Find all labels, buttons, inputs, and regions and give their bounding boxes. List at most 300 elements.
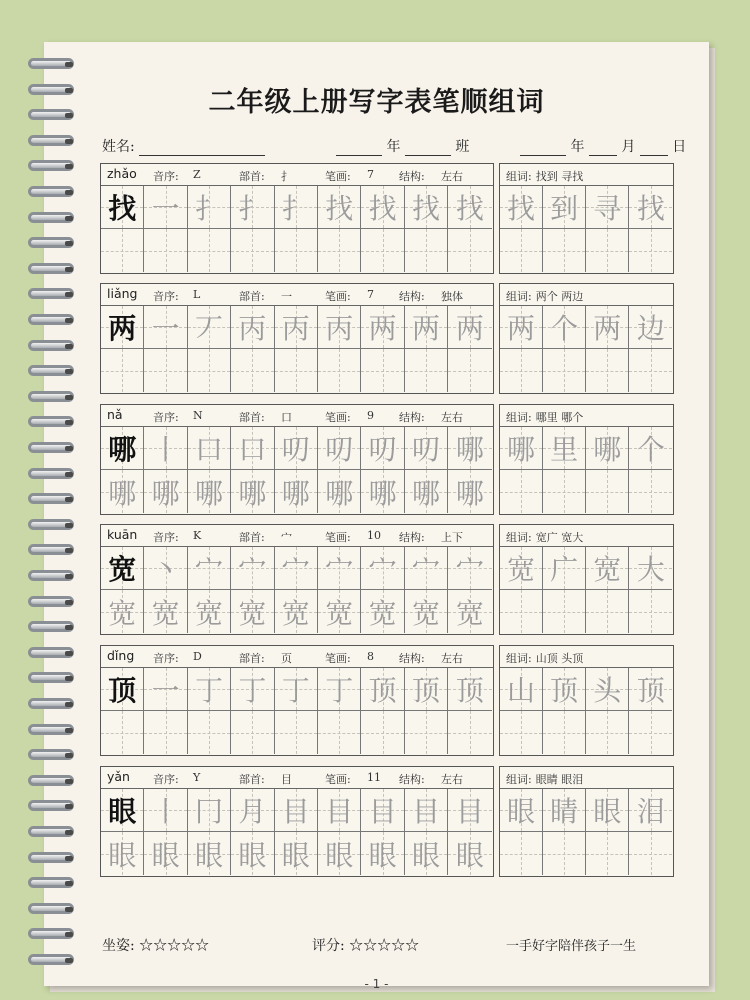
tian-grid-cell[interactable] — [275, 668, 318, 711]
word-grid-cell[interactable] — [543, 427, 586, 470]
tian-grid-cell[interactable] — [275, 229, 318, 272]
stroke-character — [318, 349, 360, 392]
word-grid-cell[interactable] — [543, 547, 586, 590]
grade-class-field[interactable] — [336, 136, 469, 156]
word-character: 两 — [507, 312, 536, 345]
tian-grid-cell[interactable] — [361, 349, 404, 392]
tian-grid-cell[interactable] — [188, 349, 231, 392]
word-character: 个 — [636, 433, 665, 466]
tian-grid-cell[interactable] — [144, 711, 187, 754]
word-grid-cell[interactable] — [586, 711, 629, 754]
tian-grid-cell[interactable] — [361, 668, 404, 711]
stroke-character: 叨 — [281, 433, 310, 466]
tian-grid-cell[interactable] — [188, 306, 231, 349]
stroke-character: 宀 — [194, 553, 223, 586]
word-grid-cell[interactable] — [500, 349, 543, 392]
tian-grid-cell[interactable] — [361, 306, 404, 349]
word-grid-cell[interactable] — [586, 590, 629, 633]
spiral-ring — [28, 135, 74, 146]
tian-grid-cell[interactable] — [101, 186, 144, 229]
word-panel — [499, 163, 674, 274]
word-grid-cell[interactable] — [500, 427, 543, 470]
words-label: 组词: — [506, 290, 532, 303]
tian-grid-cell[interactable] — [405, 306, 448, 349]
tian-grid-cell[interactable] — [448, 186, 491, 229]
date-field[interactable] — [520, 136, 686, 156]
words-value: 宽广 宽大 — [535, 531, 584, 544]
tian-grid-cell[interactable] — [101, 349, 144, 392]
tian-grid-cell[interactable] — [101, 668, 144, 711]
stroke-character: 口 — [238, 433, 267, 466]
word-grid-cell[interactable] — [500, 186, 543, 229]
radical-value: 页 — [281, 652, 292, 665]
tian-grid-cell[interactable] — [101, 229, 144, 272]
tian-grid-cell[interactable] — [188, 229, 231, 272]
tian-grid-cell[interactable] — [144, 470, 187, 513]
radical-label: 部首: — [239, 773, 265, 786]
tian-grid-cell[interactable] — [448, 470, 491, 513]
stroke-character: 找 — [455, 192, 484, 225]
tian-grid-cell[interactable] — [361, 229, 404, 272]
tian-grid-cell[interactable] — [231, 186, 274, 229]
tian-grid-cell[interactable] — [405, 229, 448, 272]
tian-grid-cell[interactable] — [231, 711, 274, 754]
name-label: 姓名: — [102, 139, 135, 155]
tian-grid-cell[interactable] — [448, 349, 491, 392]
character-info-header — [101, 767, 493, 789]
stroke-character — [405, 711, 447, 754]
character-info-header — [101, 405, 493, 427]
stroke-character — [231, 349, 273, 392]
strokes-label: 笔画: — [325, 773, 351, 786]
tian-grid-cell[interactable] — [318, 186, 361, 229]
words-value: 找到 寻找 — [535, 170, 584, 183]
posture-rating[interactable]: 坐姿: ☆☆☆☆☆ — [102, 938, 210, 954]
tian-grid-cell[interactable] — [318, 349, 361, 392]
word-grid-cell[interactable] — [629, 711, 672, 754]
word-panel — [499, 766, 674, 877]
tian-grid-cell[interactable] — [275, 306, 318, 349]
class-label: 班 — [455, 139, 470, 155]
tian-grid-cell[interactable] — [231, 470, 274, 513]
main-character: 宽 — [108, 553, 137, 586]
word-grid-cell[interactable] — [500, 668, 543, 711]
tian-grid-cell[interactable] — [448, 711, 491, 754]
word-grid-cell[interactable] — [543, 349, 586, 392]
tian-grid-cell[interactable] — [405, 668, 448, 711]
tian-grid-cell[interactable] — [275, 832, 318, 875]
character-info-header — [101, 646, 493, 668]
tian-grid-cell[interactable] — [188, 668, 231, 711]
word-character: 哪 — [593, 433, 622, 466]
tian-grid-cell[interactable] — [144, 306, 187, 349]
word-grid-cell[interactable] — [586, 427, 629, 470]
tian-grid-cell[interactable] — [101, 832, 144, 875]
word-character: 眼 — [593, 795, 622, 828]
word-character: 大 — [636, 553, 665, 586]
tian-grid-cell[interactable] — [318, 547, 361, 590]
stroke-character — [231, 229, 273, 272]
word-grid-cell[interactable] — [543, 789, 586, 832]
stroke-character: 宀 — [238, 553, 267, 586]
stroke-character: 丁 — [325, 674, 354, 707]
stroke-character — [188, 229, 230, 272]
tian-grid-cell[interactable] — [318, 470, 361, 513]
tian-grid-cell[interactable] — [188, 470, 231, 513]
word-grid-cell[interactable] — [586, 668, 629, 711]
tian-grid-cell[interactable] — [405, 590, 448, 633]
stroke-character: 宀 — [281, 553, 310, 586]
stroke-character: 宀 — [411, 553, 440, 586]
strokes-value: 10 — [367, 529, 381, 542]
word-grid-cell[interactable] — [543, 229, 586, 272]
tian-grid-cell[interactable] — [231, 306, 274, 349]
word-grid-cell[interactable] — [629, 306, 672, 349]
tian-grid-cell[interactable] — [275, 349, 318, 392]
spiral-ring — [28, 698, 74, 709]
word-grid-cell[interactable] — [586, 547, 629, 590]
name-input-line[interactable] — [139, 142, 265, 156]
tian-grid-cell[interactable] — [318, 832, 361, 875]
word-grid-cell[interactable] — [586, 470, 629, 513]
tian-grid-cell[interactable] — [231, 832, 274, 875]
tian-grid-cell[interactable] — [231, 427, 274, 470]
word-character: 两 — [593, 312, 622, 345]
stroke-character: 目 — [455, 795, 484, 828]
word-grid-cell[interactable] — [629, 427, 672, 470]
word-grid — [500, 547, 673, 634]
stroke-character — [361, 349, 403, 392]
stroke-order-panel — [100, 766, 494, 877]
tian-grid-cell[interactable] — [144, 427, 187, 470]
tian-grid-cell[interactable] — [188, 590, 231, 633]
tian-grid-cell[interactable] — [144, 668, 187, 711]
month-label: 月 — [621, 139, 636, 155]
word-grid-cell[interactable] — [629, 590, 672, 633]
stroke-character — [448, 711, 491, 754]
tian-grid-cell[interactable] — [405, 832, 448, 875]
word-grid-cell[interactable] — [586, 832, 629, 875]
character-info-header — [101, 525, 493, 547]
class-input-line[interactable] — [405, 142, 451, 156]
tian-grid-cell[interactable] — [318, 711, 361, 754]
tian-grid-cell[interactable] — [231, 590, 274, 633]
tian-grid-cell[interactable] — [275, 186, 318, 229]
tian-grid-cell[interactable] — [318, 229, 361, 272]
tian-grid-cell[interactable] — [318, 306, 361, 349]
tian-grid-cell[interactable] — [361, 789, 404, 832]
stroke-character: 丨 — [151, 433, 180, 466]
radical-label: 部首: — [239, 290, 265, 303]
stroke-character: 找 — [411, 192, 440, 225]
page-title: 二年级上册写字表笔顺组词 — [208, 87, 545, 118]
tian-grid-cell[interactable] — [101, 547, 144, 590]
year-label: 年 — [570, 139, 585, 155]
word-grid-cell[interactable] — [500, 711, 543, 754]
tian-grid-cell[interactable] — [318, 668, 361, 711]
tian-grid-cell[interactable] — [318, 590, 361, 633]
word-grid-cell[interactable] — [500, 590, 543, 633]
tian-grid-cell[interactable] — [448, 668, 491, 711]
stroke-character — [318, 229, 360, 272]
tian-grid-cell[interactable] — [405, 470, 448, 513]
stroke-character: 丙 — [238, 312, 267, 345]
tian-grid-cell[interactable] — [448, 789, 491, 832]
structure-label: 结构: — [399, 290, 425, 303]
stroke-character — [275, 711, 317, 754]
tian-grid-cell[interactable] — [144, 789, 187, 832]
tian-grid-cell[interactable] — [101, 470, 144, 513]
tian-grid-cell[interactable] — [231, 789, 274, 832]
tian-grid-cell[interactable] — [275, 711, 318, 754]
stroke-character: 丙 — [325, 312, 354, 345]
stroke-character: 月 — [238, 795, 267, 828]
word-grid-cell[interactable] — [629, 349, 672, 392]
tian-grid-cell[interactable] — [188, 186, 231, 229]
tian-grid-cell[interactable] — [144, 547, 187, 590]
spiral-ring — [28, 826, 74, 837]
spiral-ring — [28, 724, 74, 735]
tian-grid-cell[interactable] — [144, 832, 187, 875]
pinyin-label: yǎn — [107, 769, 130, 784]
word-grid-cell[interactable] — [586, 186, 629, 229]
word-grid-cell[interactable] — [543, 306, 586, 349]
stroke-character: 哪 — [151, 476, 180, 510]
tian-grid-cell[interactable] — [448, 547, 491, 590]
stroke-character — [448, 349, 491, 392]
radical-value: 口 — [281, 411, 292, 424]
stroke-character: 眼 — [238, 838, 267, 872]
structure-label: 结构: — [399, 411, 425, 424]
stroke-character: 目 — [368, 795, 397, 828]
word-grid-cell[interactable] — [543, 832, 586, 875]
tian-grid-cell[interactable] — [188, 547, 231, 590]
order-label: 音序: — [153, 773, 179, 786]
stroke-character: 两 — [455, 312, 484, 345]
word-grid-cell[interactable] — [500, 306, 543, 349]
tian-grid-cell[interactable] — [405, 186, 448, 229]
tian-grid-cell[interactable] — [361, 427, 404, 470]
tian-grid-cell[interactable] — [101, 789, 144, 832]
tian-grid-cell[interactable] — [275, 590, 318, 633]
word-grid-cell[interactable] — [586, 349, 629, 392]
tian-grid-cell[interactable] — [275, 547, 318, 590]
spiral-ring — [28, 800, 74, 811]
tian-grid-cell[interactable] — [275, 470, 318, 513]
tian-grid-cell[interactable] — [231, 668, 274, 711]
spiral-ring — [28, 263, 74, 274]
word-grid-cell[interactable] — [629, 832, 672, 875]
day-input-line[interactable] — [640, 142, 668, 156]
stroke-character: 冂 — [194, 795, 223, 828]
stroke-character: 扌 — [281, 192, 310, 225]
tian-grid-cell[interactable] — [405, 547, 448, 590]
tian-grid-cell[interactable] — [361, 711, 404, 754]
spiral-ring — [28, 570, 74, 581]
stroke-character: 一 — [151, 674, 180, 707]
word-header — [500, 405, 673, 427]
writing-grid — [101, 789, 493, 876]
word-grid-cell[interactable] — [500, 229, 543, 272]
stroke-character: 哪 — [455, 476, 484, 510]
tian-grid-cell[interactable] — [101, 711, 144, 754]
tian-grid-cell[interactable] — [231, 349, 274, 392]
spiral-ring — [28, 416, 74, 427]
word-grid-cell[interactable] — [629, 186, 672, 229]
tian-grid-cell[interactable] — [275, 427, 318, 470]
strokes-label: 笔画: — [325, 411, 351, 424]
radical-value: 一 — [281, 290, 292, 303]
strokes-value: 9 — [367, 409, 374, 422]
stroke-character: 哪 — [281, 476, 310, 510]
word-character: 找 — [636, 192, 665, 225]
stroke-character: 顶 — [455, 674, 484, 707]
tian-grid-cell[interactable] — [188, 832, 231, 875]
spiral-ring — [28, 954, 74, 965]
stroke-character: 找 — [325, 192, 354, 225]
stroke-character: 丁 — [238, 674, 267, 707]
strokes-value: 7 — [367, 168, 374, 181]
tian-grid-cell[interactable] — [188, 789, 231, 832]
stroke-order-panel — [100, 283, 494, 394]
spiral-ring — [28, 647, 74, 658]
month-input-line[interactable] — [589, 142, 617, 156]
grade-input-line[interactable] — [336, 142, 382, 156]
tian-grid-cell[interactable] — [361, 590, 404, 633]
word-character: 泪 — [636, 795, 665, 828]
order-value: Y — [193, 771, 201, 784]
word-character: 到 — [550, 192, 579, 225]
tian-grid-cell[interactable] — [101, 590, 144, 633]
name-field[interactable] — [102, 136, 265, 156]
word-grid — [500, 427, 673, 514]
pinyin-label: liǎng — [107, 286, 138, 301]
word-grid-cell[interactable] — [543, 470, 586, 513]
spiral-ring — [28, 544, 74, 555]
word-grid-cell[interactable] — [543, 590, 586, 633]
main-character: 顶 — [108, 674, 137, 707]
word-grid-cell[interactable] — [500, 470, 543, 513]
spiral-ring — [28, 109, 74, 120]
score-rating[interactable]: 评分: ☆☆☆☆☆ — [312, 938, 420, 954]
tian-grid-cell[interactable] — [448, 590, 491, 633]
tian-grid-cell[interactable] — [361, 186, 404, 229]
tian-grid-cell[interactable] — [144, 186, 187, 229]
word-grid-cell[interactable] — [586, 306, 629, 349]
stroke-character: 顶 — [411, 674, 440, 707]
word-grid-cell[interactable] — [586, 229, 629, 272]
word-character: 睛 — [550, 795, 579, 828]
pinyin-label: kuān — [107, 527, 138, 542]
stroke-character: 宽 — [455, 596, 484, 630]
word-grid-cell[interactable] — [586, 789, 629, 832]
spiral-ring — [28, 186, 74, 197]
word-grid-cell[interactable] — [500, 832, 543, 875]
word-grid-cell[interactable] — [500, 547, 543, 590]
tian-grid-cell[interactable] — [231, 547, 274, 590]
word-grid-cell[interactable] — [500, 789, 543, 832]
word-grid-cell[interactable] — [543, 711, 586, 754]
tian-grid-cell[interactable] — [448, 832, 491, 875]
word-grid-cell[interactable] — [629, 229, 672, 272]
radical-value: 目 — [281, 773, 292, 786]
stroke-character — [361, 229, 403, 272]
radical-label: 部首: — [239, 531, 265, 544]
tian-grid-cell[interactable] — [405, 427, 448, 470]
tian-grid-cell[interactable] — [448, 229, 491, 272]
tian-grid-cell[interactable] — [231, 229, 274, 272]
word-grid-cell[interactable] — [543, 186, 586, 229]
tian-grid-cell[interactable] — [448, 306, 491, 349]
tian-grid-cell[interactable] — [144, 349, 187, 392]
word-grid — [500, 789, 673, 876]
tian-grid-cell[interactable] — [318, 789, 361, 832]
tian-grid-cell[interactable] — [361, 832, 404, 875]
stroke-character: 宽 — [281, 596, 310, 630]
stroke-character: 眼 — [108, 838, 137, 872]
structure-label: 结构: — [399, 652, 425, 665]
word-grid-cell[interactable] — [629, 470, 672, 513]
tian-grid-cell[interactable] — [188, 427, 231, 470]
character-section — [100, 524, 719, 635]
stroke-character — [144, 229, 186, 272]
spiral-ring — [28, 493, 74, 504]
word-grid — [500, 186, 673, 273]
stroke-order-panel — [100, 163, 494, 274]
stroke-character: 扌 — [194, 192, 223, 225]
stroke-character — [231, 711, 273, 754]
spiral-ring — [28, 877, 74, 888]
tian-grid-cell[interactable] — [405, 711, 448, 754]
tian-grid-cell[interactable] — [275, 789, 318, 832]
tian-grid-cell[interactable] — [144, 590, 187, 633]
word-grid-cell[interactable] — [629, 789, 672, 832]
word-panel — [499, 283, 674, 394]
word-header — [500, 164, 673, 186]
writing-grid — [101, 186, 493, 273]
structure-label: 结构: — [399, 531, 425, 544]
stroke-order-panel — [100, 524, 494, 635]
stroke-character: 找 — [368, 192, 397, 225]
word-character: 哪 — [507, 433, 536, 466]
tian-grid-cell[interactable] — [144, 229, 187, 272]
year-input-line[interactable] — [520, 142, 566, 156]
tian-grid-cell[interactable] — [448, 427, 491, 470]
stroke-character: 丶 — [151, 553, 180, 586]
tian-grid-cell[interactable] — [101, 427, 144, 470]
tian-grid-cell[interactable] — [318, 427, 361, 470]
tian-grid-cell[interactable] — [101, 306, 144, 349]
tian-grid-cell[interactable] — [361, 547, 404, 590]
structure-value: 左右 — [441, 411, 463, 424]
word-grid-cell[interactable] — [629, 547, 672, 590]
stroke-character — [101, 349, 143, 392]
word-header — [500, 525, 673, 547]
worksheet-page — [44, 42, 709, 991]
order-value: N — [193, 409, 203, 422]
order-value: L — [193, 288, 201, 301]
spiral-ring — [28, 84, 74, 95]
stroke-character: 宀 — [455, 553, 484, 586]
stroke-character — [275, 229, 317, 272]
word-grid-cell[interactable] — [629, 668, 672, 711]
tian-grid-cell[interactable] — [405, 789, 448, 832]
word-header — [500, 767, 673, 789]
tian-grid-cell[interactable] — [405, 349, 448, 392]
tian-grid-cell[interactable] — [361, 470, 404, 513]
word-grid-cell[interactable] — [543, 668, 586, 711]
tian-grid-cell[interactable] — [188, 711, 231, 754]
